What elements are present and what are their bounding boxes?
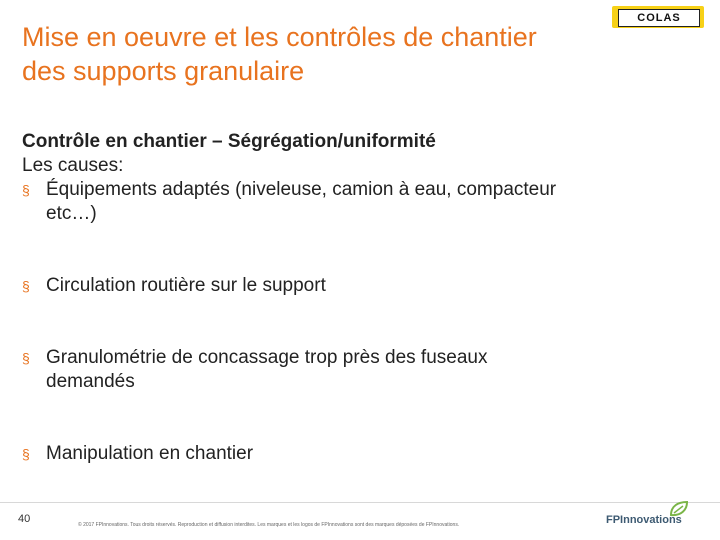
slide-title — [22, 20, 662, 88]
colas-logo — [612, 6, 704, 32]
fpinnovations-logo-text: FPInnovations — [606, 514, 682, 526]
bullet-item — [22, 274, 702, 298]
bullet-icon: § — [22, 278, 30, 294]
bullet-text-line-2: etc…) — [46, 203, 97, 224]
bullet-item — [22, 442, 702, 466]
bullet-icon: § — [22, 446, 30, 462]
bullet-text-line-1: Manipulation en chantier — [46, 443, 254, 464]
colas-logo-text: COLAS — [618, 9, 700, 27]
section-heading: Contrôle en chantier – Ségrégation/uniformité — [22, 131, 436, 152]
title-line-1: Mise en oeuvre et les contrôles de chantier — [22, 22, 537, 52]
fpinnovations-logo — [606, 500, 702, 530]
bullet-text-line-1: Circulation routière sur le support — [46, 275, 326, 296]
bullet-text-line-1: Équipements adaptés (niveleuse, camion à eau, compacteur — [46, 179, 557, 200]
bullet-item — [22, 346, 702, 394]
bullet-item — [22, 178, 702, 226]
leaf-icon — [668, 500, 690, 518]
bullet-icon: § — [22, 182, 30, 198]
bullet-text-line-2: demandés — [46, 371, 135, 392]
title-line-2: des supports granulaire — [22, 56, 305, 86]
bullet-icon: § — [22, 350, 30, 366]
copyright-notice: © 2017 FPInnovations. Tous droits réservés. Reproduction et diffusion interdites. Les marques et les logos de FPInnovations sont des marques déposées de FPInnovations. — [78, 522, 460, 528]
page-number: 40 — [18, 513, 31, 525]
intro-text: Les causes: — [22, 155, 124, 176]
slide-body — [22, 130, 702, 466]
bullet-text-line-1: Granulométrie de concassage trop près des fuseaux — [46, 347, 488, 368]
